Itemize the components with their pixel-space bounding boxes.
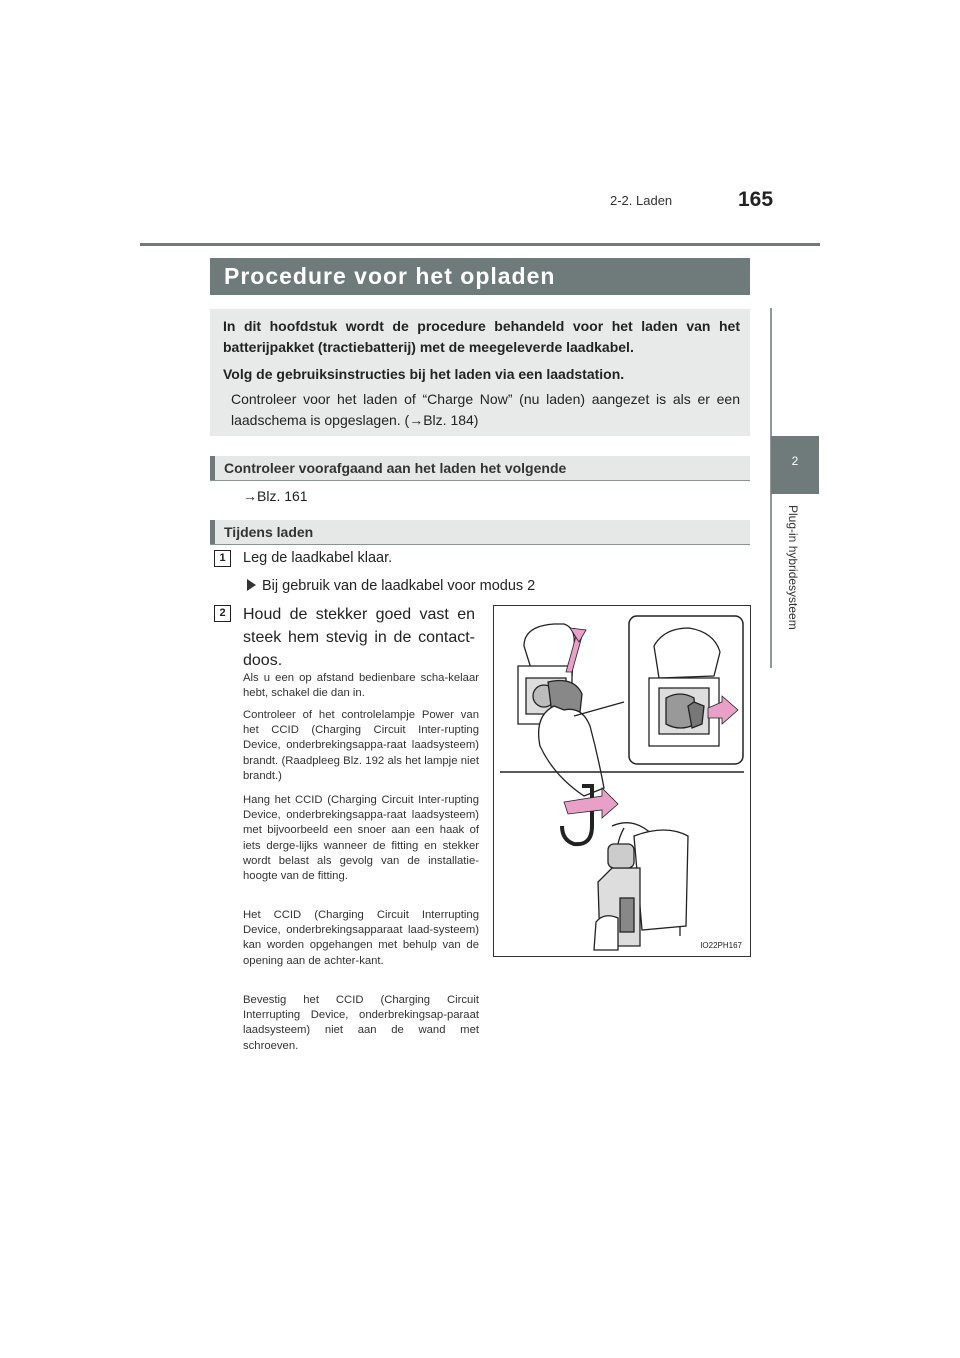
step-text: Leg de laadkabel klaar. — [243, 550, 393, 566]
note-paragraph: Als u een op afstand bedienbare scha-kelaar hebt, schakel die dan in. — [243, 672, 479, 700]
side-tab-label: Plug-in hybridesysteem — [786, 505, 800, 630]
triangle-bullet-icon — [247, 579, 256, 591]
charging-plug-illustration — [494, 606, 750, 956]
step-number: 1 — [214, 550, 231, 567]
section-heading: Controleer voorafgaand aan het laden het volgende — [224, 460, 567, 476]
step-number: 2 — [214, 605, 231, 622]
note-paragraph: Bevestig het CCID (Charging Circuit Interrupting Device, onderbrekingsap-paraat laadsysteem) niet aan de wand met schroeven. — [243, 994, 479, 1052]
step-subitem-text: Bij gebruik van de laadkabel voor modus 2 — [262, 578, 536, 594]
intro-instruction: Volg de gebruiksinstructies bij het laden via een laadstation. — [223, 366, 625, 382]
inset-socket-drawing — [649, 628, 720, 746]
note-paragraph: Controleer of het controlelampje Power van het CCID (Charging Circuit Inter-rupting Device, onderbrekingsappa-raat laadsysteem) brandt. (Raadpleeg Blz. 192 als het lampje niet brandt.) — [243, 709, 479, 782]
side-tab-label-wrap — [781, 505, 807, 670]
illustration — [493, 605, 751, 957]
note-paragraph: Het CCID (Charging Circuit Interrupting Device, onderbrekingsapparaat laad-systeem) kan worden opgehangen met behulp van de opening aan de achter-kant. — [243, 909, 479, 967]
section-heading: Tijdens laden — [224, 524, 314, 540]
step-subitem — [247, 578, 535, 594]
page-reference: →Blz. 161 — [243, 488, 308, 504]
running-head: 2-2. Laden — [610, 193, 673, 208]
intro-paragraph: In dit hoofdstuk wordt de procedure behandeld voor het laden van het batterijpakket (tractiebatterij) met de meegeleverde laadkabel. — [223, 318, 740, 355]
side-tab-number: 2 — [791, 454, 799, 468]
socket-with-hand-drawing — [518, 624, 624, 796]
header-rule — [140, 243, 820, 246]
page-number: 165 — [738, 188, 774, 211]
figure-code: IO22PH167 — [700, 941, 742, 950]
note-paragraph: Hang het CCID (Charging Circuit Inter-rupting Device, onderbrekingsappa-raat laadsysteem) met bijvoorbeeld een snoer aan een haak of iets derge-lijks wanneer de fitting en stekker wordt belast als gevolg van de installatie-hoogte van de fitting. — [243, 794, 479, 883]
page-title: Procedure voor het opladen — [224, 263, 556, 289]
intro-note: Controleer voor het laden of “Charge Now” (nu laden) aangezet is als er een laadschema is opgeslagen. (→Blz. 184) — [231, 391, 740, 428]
step-text: Houd de stekker goed vast en steek hem stevig in de contact-doos. — [243, 606, 475, 669]
